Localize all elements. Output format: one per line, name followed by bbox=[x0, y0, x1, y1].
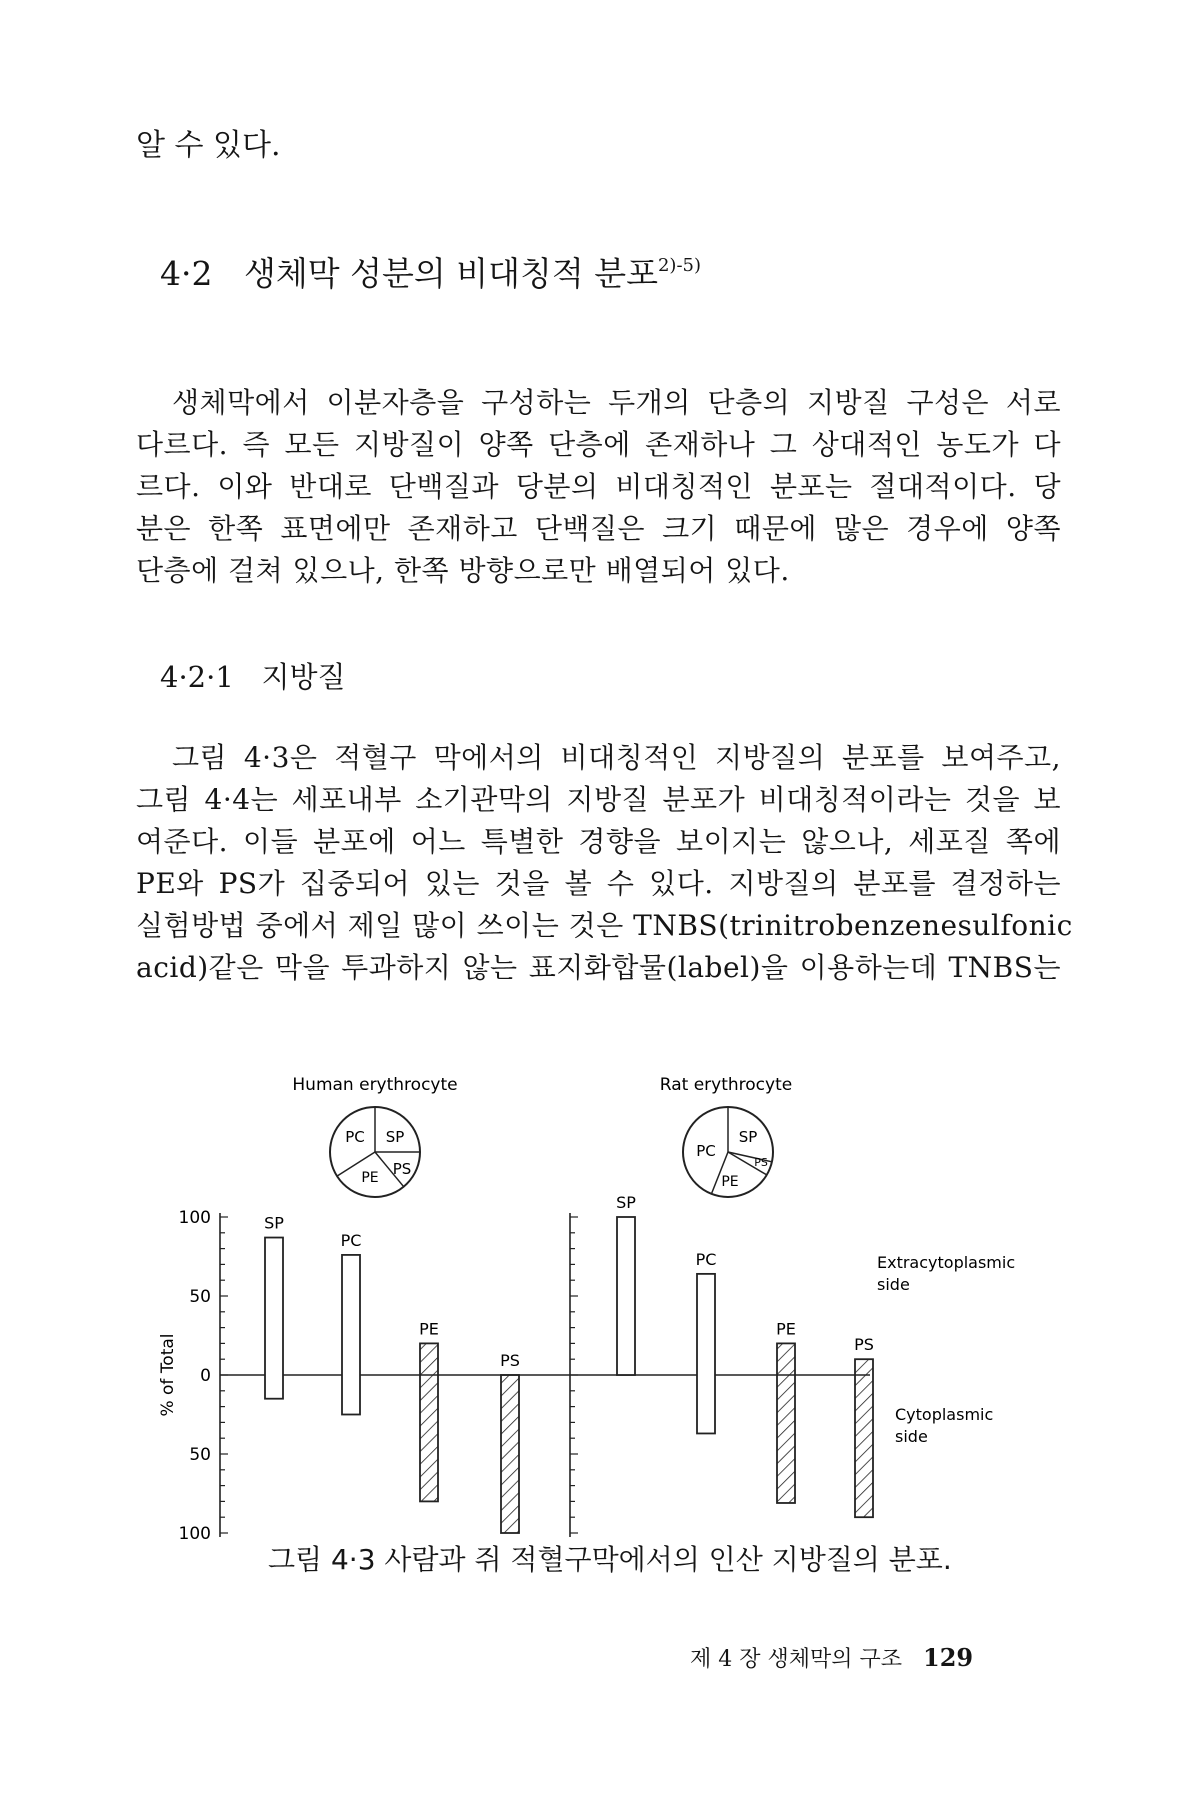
panel-title: Rat erythrocyte bbox=[659, 1075, 793, 1095]
pie-slice-label: SP bbox=[738, 1128, 758, 1146]
y-tick-label: 100 bbox=[178, 1524, 211, 1544]
bar-label: PE bbox=[419, 1319, 439, 1339]
pie-slice-label: PE bbox=[721, 1174, 739, 1190]
subsection-title: 지방질 bbox=[261, 660, 346, 694]
pie-slice-label: PS bbox=[392, 1160, 412, 1178]
bar-label: SP bbox=[616, 1193, 636, 1212]
subsection-heading bbox=[160, 655, 346, 696]
bar-pc bbox=[342, 1255, 360, 1415]
bar-label: PE bbox=[776, 1319, 796, 1339]
bar-label: PC bbox=[340, 1230, 362, 1250]
figure-4-3-chart bbox=[0, 1040, 1200, 1600]
y-tick-label: 100 bbox=[178, 1208, 211, 1228]
paragraph-line: 분은 한쪽 표면에만 존재하고 단백질은 크기 때문에 많은 경우에 양쪽 bbox=[136, 512, 1061, 545]
pie-slice-label: PC bbox=[696, 1142, 716, 1160]
paragraph-line: 생체막에서 이분자층을 구성하는 두개의 단층의 지방질 구성은 서로 bbox=[172, 386, 1061, 419]
section-number: 4·2 bbox=[160, 254, 213, 293]
cytoplasmic-side-label: Cytoplasmic bbox=[895, 1405, 994, 1424]
page-number: 129 bbox=[923, 1643, 974, 1672]
paragraph-line: acid)같은 막을 투과하지 않는 표지화합물(label)을 이용하는데 TNBS는 bbox=[136, 951, 1061, 984]
bar-pe bbox=[420, 1343, 438, 1501]
bar-pe bbox=[777, 1343, 795, 1503]
y-tick-label: 50 bbox=[189, 1287, 211, 1307]
paragraph-line: 단층에 걸쳐 있으나, 한쪽 방향으로만 배열되어 있다. bbox=[136, 554, 790, 587]
paragraph-2 bbox=[136, 737, 1073, 989]
paragraph-1 bbox=[136, 382, 1061, 592]
bar-pc bbox=[697, 1274, 715, 1434]
paragraph-line: 르다. 이와 반대로 단백질과 당분의 비대칭적인 분포는 절대적이다. 당 bbox=[136, 470, 1061, 503]
paragraph-line: PE와 PS가 집중되어 있는 것을 볼 수 있다. 지방질의 분포를 결정하는 bbox=[136, 867, 1061, 900]
y-axis-label: % of Total bbox=[158, 1333, 178, 1417]
section-title: 생체막 성분의 비대칭적 분포 bbox=[243, 254, 658, 293]
section-reference: 2)-5) bbox=[657, 255, 702, 276]
y-tick-label: 50 bbox=[189, 1445, 211, 1465]
section-heading bbox=[160, 248, 701, 295]
paragraph-line: 그림 4·4는 세포내부 소기관막의 지방질 분포가 비대칭적이라는 것을 보 bbox=[136, 783, 1061, 816]
pie-slice-label: PC bbox=[345, 1128, 365, 1146]
page-footer bbox=[690, 1642, 973, 1673]
paragraph-line: 다르다. 즉 모든 지방질이 양쪽 단층에 존재하나 그 상대적인 농도가 다 bbox=[136, 428, 1061, 461]
paragraph-line: 실험방법 중에서 제일 많이 쓰이는 것은 TNBS(trinitrobenzenesulfonic bbox=[136, 909, 1073, 942]
panel-title: Human erythrocyte bbox=[292, 1075, 458, 1095]
extracytoplasmic-side-label: Extracytoplasmic bbox=[877, 1253, 1016, 1272]
pie-slice-label: PS bbox=[754, 1156, 768, 1169]
bar-sp bbox=[265, 1238, 283, 1399]
bar-label: PS bbox=[854, 1335, 874, 1355]
figure-caption: 그림 4·3 사람과 쥐 적혈구막에서의 인산 지방질의 분포. bbox=[268, 1543, 952, 1576]
bar-ps bbox=[501, 1375, 519, 1533]
subsection-number: 4·2·1 bbox=[160, 660, 234, 694]
extracytoplasmic-side-label: side bbox=[877, 1275, 910, 1294]
bar-label: PC bbox=[695, 1249, 717, 1269]
bar-label: PS bbox=[500, 1351, 520, 1370]
pie-slice-label: PE bbox=[361, 1170, 379, 1186]
pie-slice-label: SP bbox=[385, 1128, 405, 1146]
bar-label: SP bbox=[264, 1213, 284, 1233]
continuation-line: 알 수 있다. bbox=[136, 128, 281, 163]
cytoplasmic-side-label: side bbox=[895, 1427, 928, 1446]
paragraph-line: 여준다. 이들 분포에 어느 특별한 경향을 보이지는 않으나, 세포질 쪽에 bbox=[136, 825, 1061, 858]
bar-sp bbox=[617, 1217, 635, 1375]
bar-ps bbox=[855, 1359, 873, 1517]
y-tick-label: 0 bbox=[200, 1366, 211, 1386]
running-footer: 제 4 장 생체막의 구조 bbox=[690, 1647, 902, 1672]
paragraph-line: 그림 4·3은 적혈구 막에서의 비대칭적인 지방질의 분포를 보여주고, bbox=[172, 741, 1061, 774]
